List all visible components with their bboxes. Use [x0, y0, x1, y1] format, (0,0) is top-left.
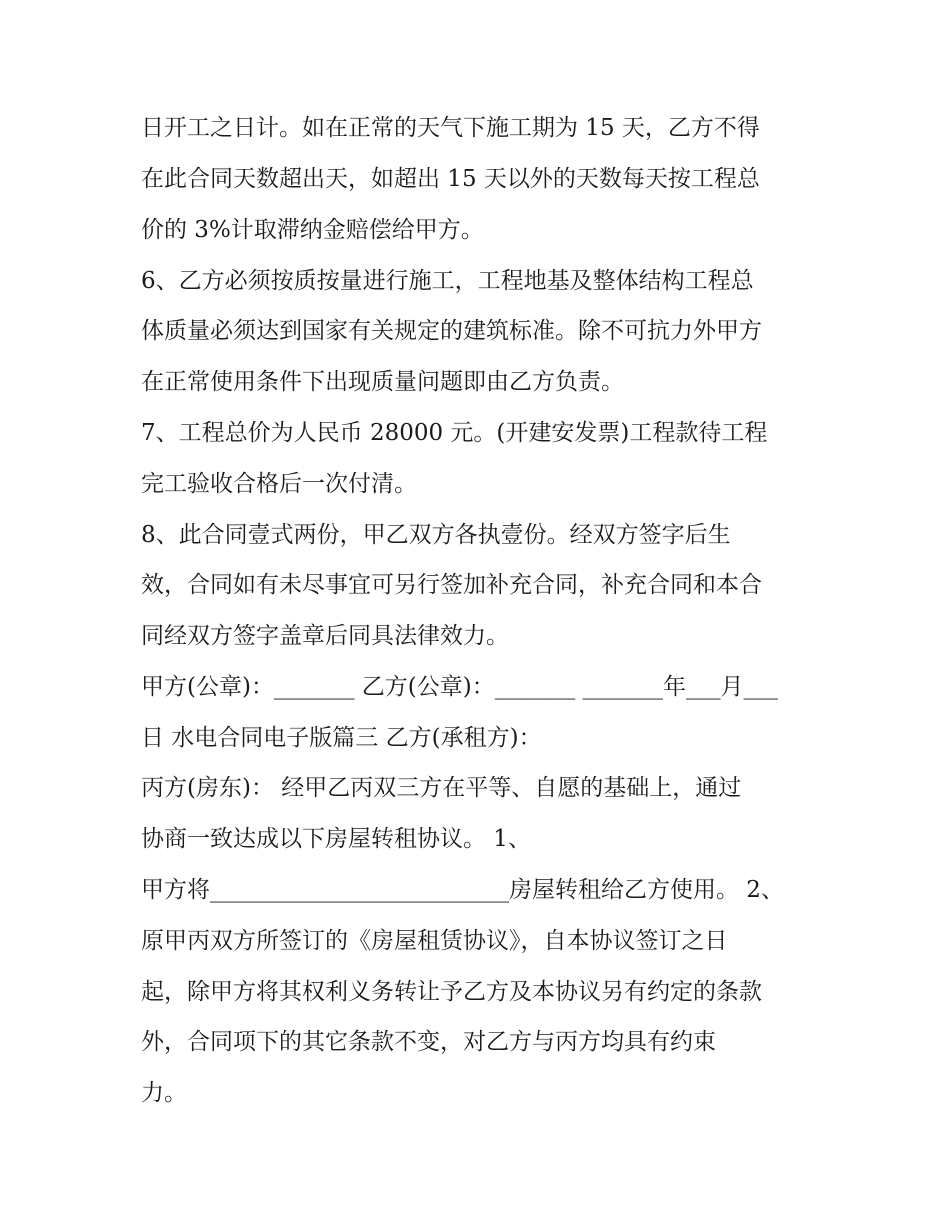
- text-line: 在正常使用条件下出现质量问题即由乙方负责。: [141, 369, 624, 395]
- text-line: 甲方将__________________________房屋转租给乙方使用。 2、: [141, 877, 784, 903]
- text-line: 协商一致达成以下房屋转租协议。 1、: [141, 826, 531, 852]
- text-line: 体质量必须达到国家有关规定的建筑标准。除不可抗力外甲方: [141, 318, 762, 344]
- text-line: 同经双方签字盖章后同具法律效力。: [141, 623, 509, 649]
- text-line: 效，合同如有未尽事宜可另行签加补充合同，补充合同和本合: [141, 572, 762, 598]
- text-line: 力。: [141, 1080, 187, 1106]
- text-line: 在此合同天数超出天，如超出 15 天以外的天数每天按工程总: [141, 166, 760, 192]
- text-line: 起，除甲方将其权利义务转让予乙方及本协议另有约定的条款: [141, 979, 762, 1005]
- text-line: 外，合同项下的其它条款不变，对乙方与丙方均具有约束: [141, 1029, 716, 1055]
- text-line: 日开工之日计。如在正常的天气下施工期为 15 天，乙方不得: [141, 115, 760, 141]
- text-line: 原甲丙双方所签订的《房屋租赁协议》，自本协议签订之日: [141, 928, 728, 954]
- text-line: 6、乙方必须按质按量进行施工，工程地基及整体结构工程总: [141, 268, 754, 294]
- text-line: 价的 3%计取滞纳金赔偿给甲方。: [141, 217, 484, 243]
- text-line: 完工验收合格后一次付清。: [141, 471, 417, 497]
- text-line: 8、此合同壹式两份，甲乙双方各执壹份。经双方签字后生: [141, 522, 731, 548]
- text-line: 丙方(房东)： 经甲乙丙双三方在平等、自愿的基础上，通过: [141, 775, 742, 801]
- text-line: 7、工程总价为人民币 28000 元。(开建安发票)工程款待工程: [141, 420, 768, 446]
- text-line: 日 水电合同电子版篇三 乙方(承租方)：: [141, 725, 542, 751]
- text-line: 甲方(公章)：_______ 乙方(公章)：_______ _______年___月___: [141, 674, 779, 700]
